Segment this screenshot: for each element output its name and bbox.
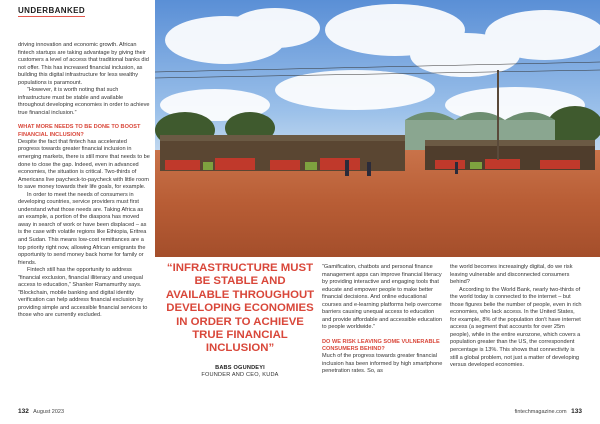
- page-number: 133: [571, 408, 582, 415]
- paragraph: driving innovation and economic growth. African fintech startups are taking advantage by giving their customers a level of access that traditional banks did not offer. This has increased financial inclusion, as building this digital infrastructure for less wealthy populations is paramount.: [18, 42, 149, 86]
- pull-quote: [162, 262, 318, 378]
- paragraph: “Gamification, chatbots and personal finance management apps can improve financial literacy by providing interactive and engaging tools that educate and empower people to make better financial decisions. And online educational courses and e-learning platforms help overcome barriers causing unequal access to education and provide affordable and accessible education to people worldwide.”: [322, 264, 442, 331]
- footer-right: [515, 408, 582, 415]
- paragraph: According to the World Bank, nearly two-thirds of the world today is connected to the internet – but those figures belie the number of people, even in rich economies, who lack access. In the United States, for example, 8% of the population don't have internet access (a segment that accounts for over 25m people), while in the entire eurozone, which covers a population greater than the US, the correspondent percentage is 13%. This shows that connectivity is still a global problem, not just a matter of developing versus developed economies.: [450, 286, 582, 369]
- website: fintechmagazine.com: [514, 409, 567, 415]
- subheading: WHAT MORE NEEDS TO BE DONE TO BOOST FINANCIAL INCLUSION?: [18, 124, 141, 138]
- quote-author-role: FOUNDER AND CEO, KUDA: [201, 371, 279, 378]
- footer-left: [18, 408, 64, 415]
- subheading: DO WE RISK LEAVING SOME VULNERABLE CONSUMERS BEHIND?: [322, 338, 440, 353]
- pull-quote-text: “INFRASTRUCTURE MUST BE STABLE AND AVAILABLE THROUGHOUT DEVELOPING ECONOMIES IN ORDER TO ACHIEVE TRUE FINANCIAL INCLUSION”: [165, 262, 315, 355]
- page-number: 132: [18, 408, 29, 415]
- paragraph: the world becomes increasingly digital, do we risk leaving vulnerable and disconnected consumers behind?: [450, 264, 573, 286]
- middle-column: [322, 264, 444, 376]
- paragraph: Fintech still has the opportunity to address “financial exclusion, financial illiteracy and unequal access to education,” Shanker Ramamurthy says. “Blockchain, mobile banking and digital identity verification can help address financial exclusion by providing simple and accessible financial services to those who are currently excluded.: [18, 267, 148, 319]
- paragraph: In order to meet the needs of consumers in developing countries, service providers must first understand what those needs are. Taking Africa as an example, a portion of the diaspora has moved away in search of work or have been displaced – as is the case with volatile regions like Ethiopia, Eritrea and Sudan. This means low-cost remittances are a top priority right now, allowing African emigrants the opportunity to send money back home for family or friends.: [18, 191, 147, 266]
- paragraph: Despite the fact that fintech has accelerated progress towards greater financial inclusion in emerging markets, there is still more that needs to be done to close the gap. Indeed, even in advanced economies, the situation is critical. Two-thirds of Americans live paycheck-to-paycheck with little room to save money towards their life goals, for example.: [18, 138, 150, 191]
- paragraph: “However, it is worth noting that such infrastructure must be stable and available throughout developing economies in order to achieve true financial inclusion.”: [18, 87, 150, 116]
- paragraph: Much of the progress towards greater financial inclusion has been informed by high smartphone penetration rates. So, as: [322, 353, 443, 375]
- issue-date: August 2023: [33, 409, 65, 415]
- street-market-photo: [155, 0, 600, 257]
- right-column: [450, 264, 582, 370]
- left-column: [18, 42, 150, 320]
- quote-author: BABS OGUNDEYI: [215, 364, 265, 371]
- section-tag: UNDERBANKED: [18, 6, 86, 15]
